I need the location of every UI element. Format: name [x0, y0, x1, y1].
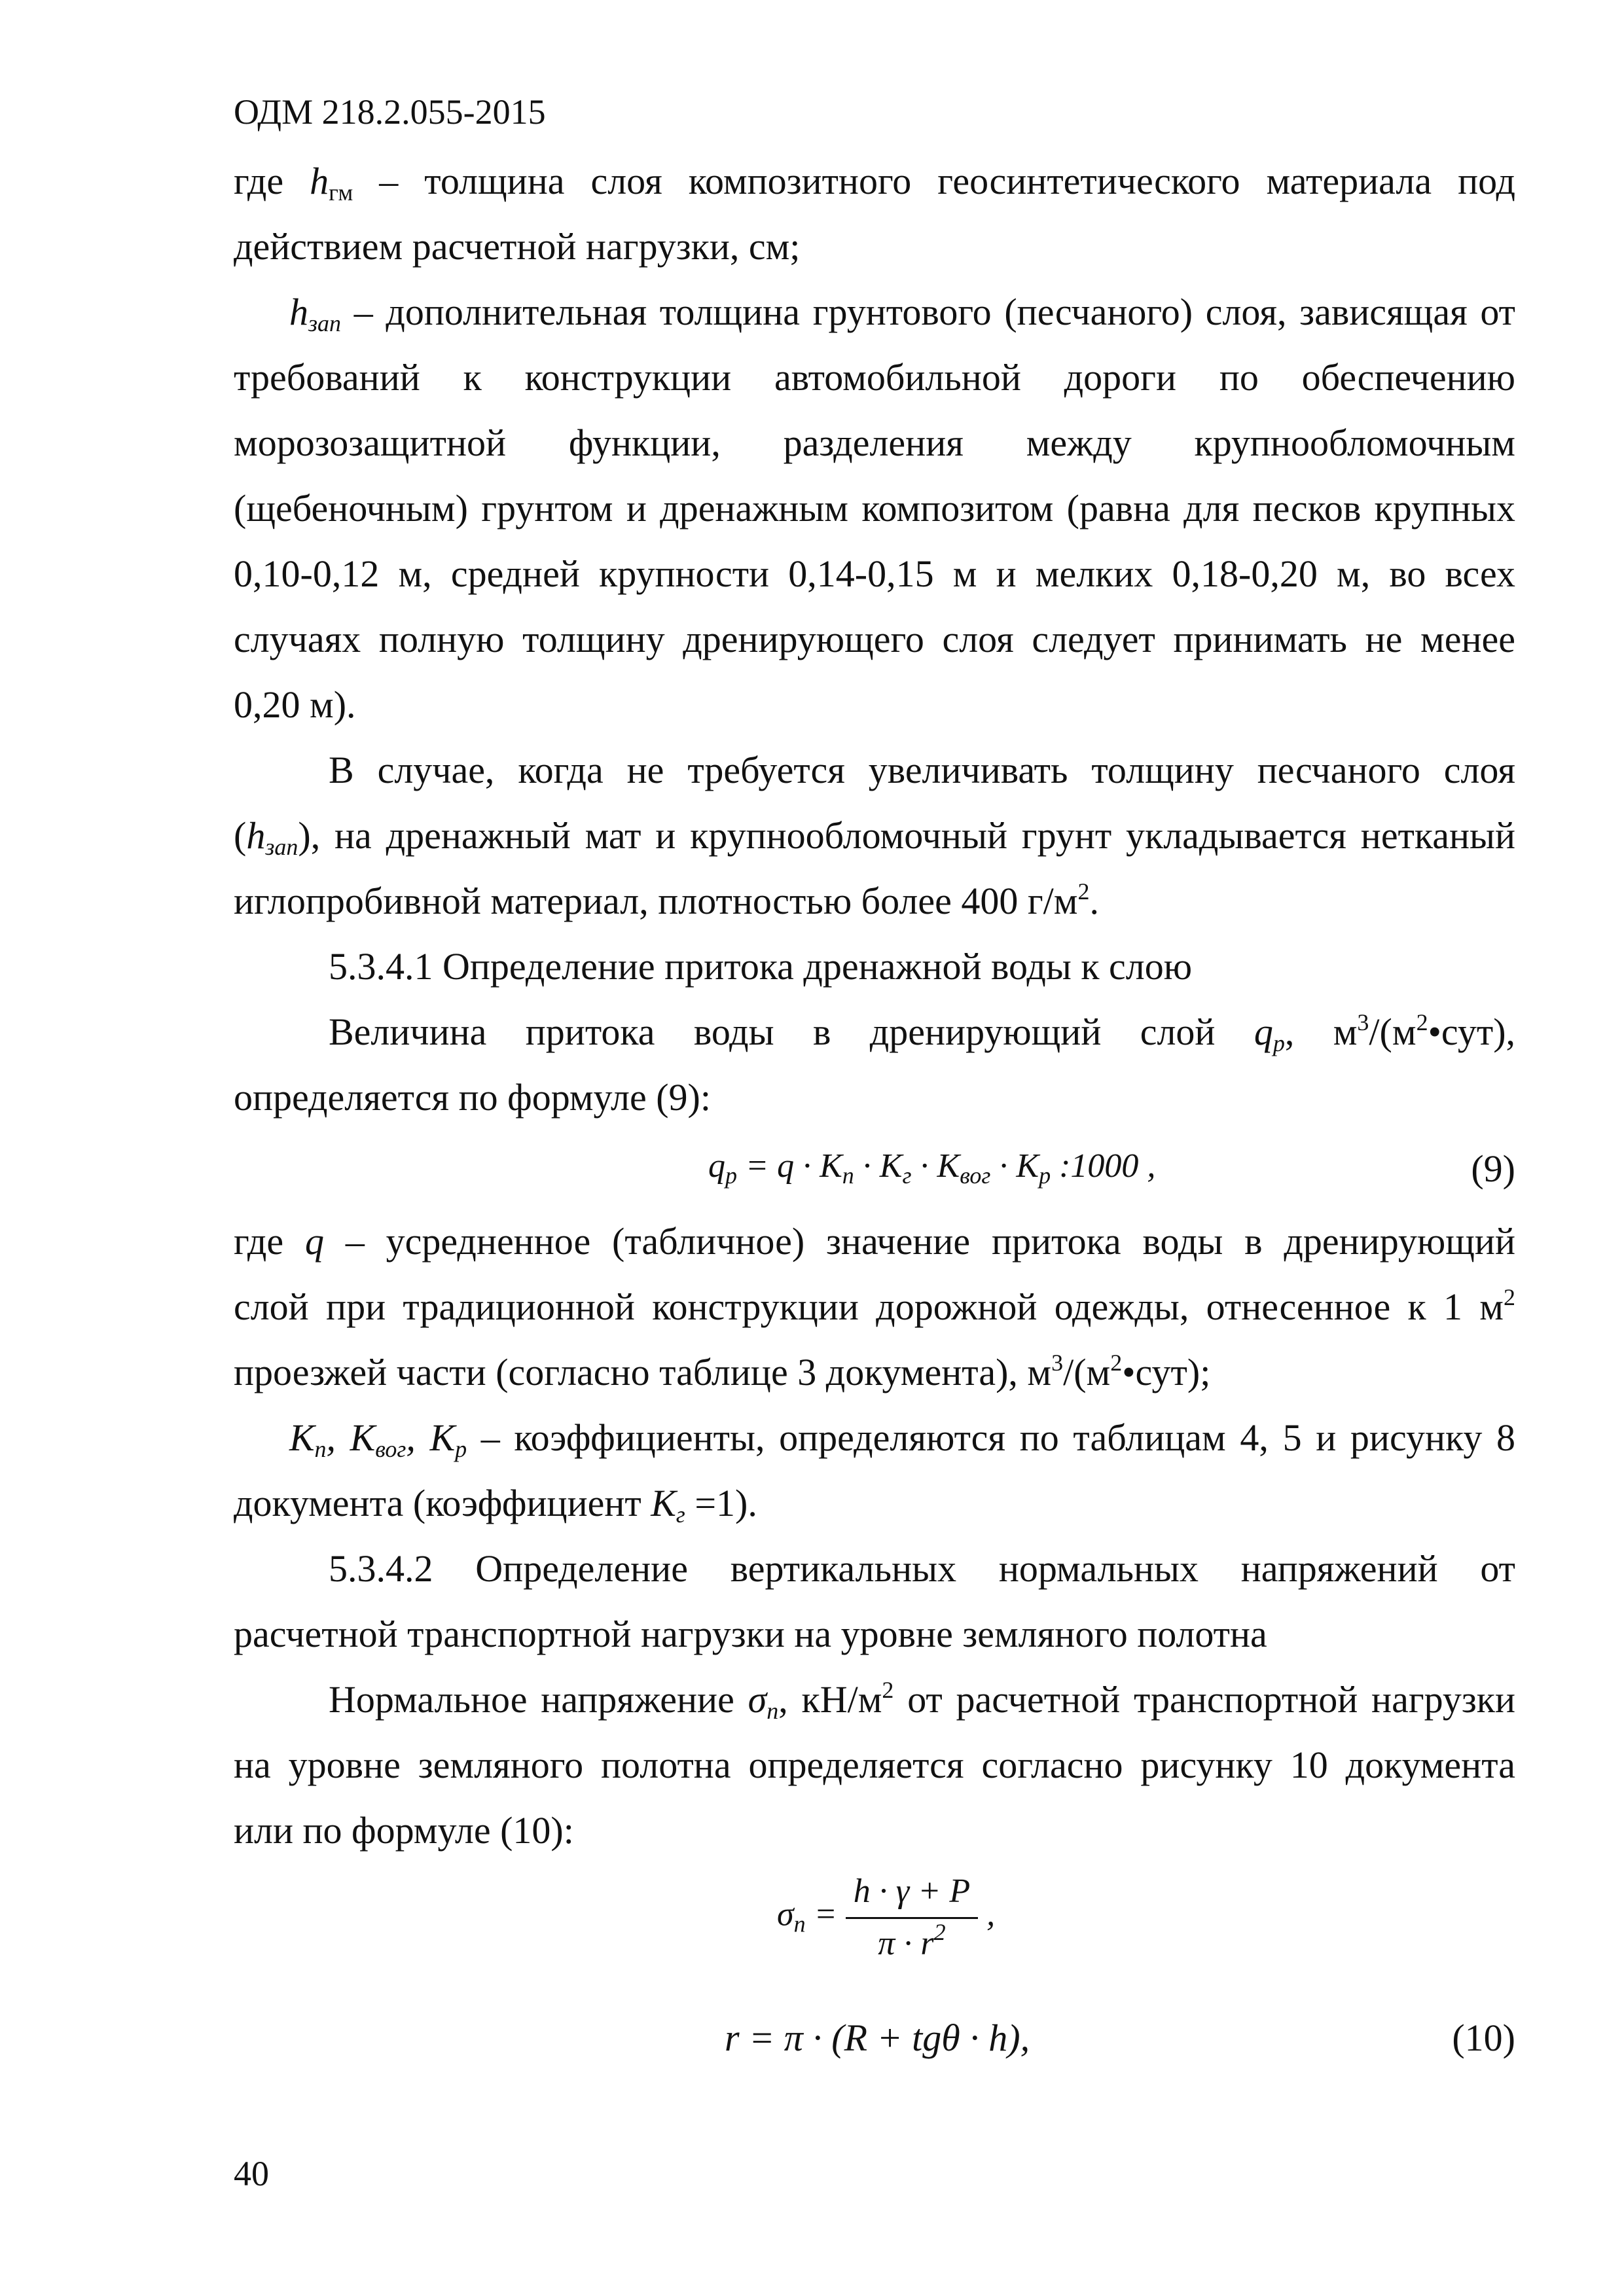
text-line: морозозащитной функции, разделения между крупнообломочным [234, 422, 1515, 464]
text-line: В случае, когда не требуется увеличивать толщину песчаного слоя [329, 749, 1515, 791]
text-line: Величина притока воды в дренирующий слой $q_р$, $м^3/(м^2•сут)$, [329, 1009, 1516, 1056]
text-line: документа (коэффициент $К_г =1$). [234, 1482, 757, 1528]
text-line: иглопробивной материал, плотностью более 400 $г/м^2$. [234, 878, 1099, 922]
formula-10-sigma: $\sigma_n$ = $\frac{h \cdot \gamma + P}{\pi \cdot r^2}$ , [777, 1873, 996, 1962]
section-heading: 5.3.4.2 Определение вертикальных нормальных напряжений от [329, 1547, 1515, 1590]
document-code-header: ОДМ 218.2.055-2015 [234, 92, 546, 132]
text-line: где q – усредненное (табличное) значение притока воды в дренирующий [234, 1220, 1516, 1263]
text-line: действием расчетной нагрузки, см; [234, 225, 801, 268]
text-line: слой при традиционной конструкции дорожной одежды, отнесенное к 1 $м^2$ [234, 1284, 1515, 1328]
text-line: Нормальное напряжение $\sigma_п$, $кН/м^2$ от расчетной транспортной нагрузки [329, 1677, 1515, 1724]
text-line: 0,10-0,12 м, средней крупности 0,14-0,15 м и мелких 0,18-0,20 м, во всех [234, 552, 1515, 595]
text-line: проезжей части (согласно таблице 3 документа), $м^3/(м^2•сут)$; [234, 1350, 1211, 1393]
formula-9: $q_p = q \cdot K_n \cdot K_г \cdot K_{вог} \cdot K_p$ :1000 , [708, 1147, 1156, 1189]
text-line: где $h_{гм}$ – толщина слоя композитного геосинтетического материала под [234, 160, 1515, 206]
text-line: $(h_{зап})$, на дренажный мат и крупнообломочный грунт укладывается нетканый [234, 814, 1515, 860]
text-line: на уровне земляного полотна определяется согласно рисунку 10 документа [234, 1744, 1515, 1786]
section-heading-cont: расчетной транспортной нагрузки на уровне земляного полотна [234, 1613, 1267, 1655]
formula-number-10: (10) [1452, 2017, 1515, 2059]
text-line: определяется по формуле (9): [234, 1076, 711, 1119]
page-number: 40 [234, 2154, 269, 2193]
formula-10-r: r = π · (R + tgθ · h), [725, 2017, 1030, 2059]
text-line: случаях полную толщину дренирующего слоя следует принимать не менее [234, 618, 1515, 660]
section-heading: 5.3.4.1 Определение притока дренажной воды к слою [329, 945, 1193, 988]
text-line: или по формуле (10): [234, 1809, 574, 1852]
text-line: 0,20 м). [234, 683, 356, 726]
text-line: $h_{зап}$ – дополнительная толщина грунтового (песчаного) слоя, зависящая от [289, 291, 1515, 336]
text-line: $К_п$, $К_{вог}$, $К_р$ – коэффициенты, определяются по таблицам 4, 5 и рисунку 8 [289, 1416, 1516, 1462]
formula-number-9: (9) [1471, 1147, 1515, 1190]
text-line: требований к конструкции автомобильной дороги по обеспечению [234, 356, 1515, 399]
text-line: (щебеночным) грунтом и дренажным композитом (равна для песков крупных [234, 487, 1515, 529]
